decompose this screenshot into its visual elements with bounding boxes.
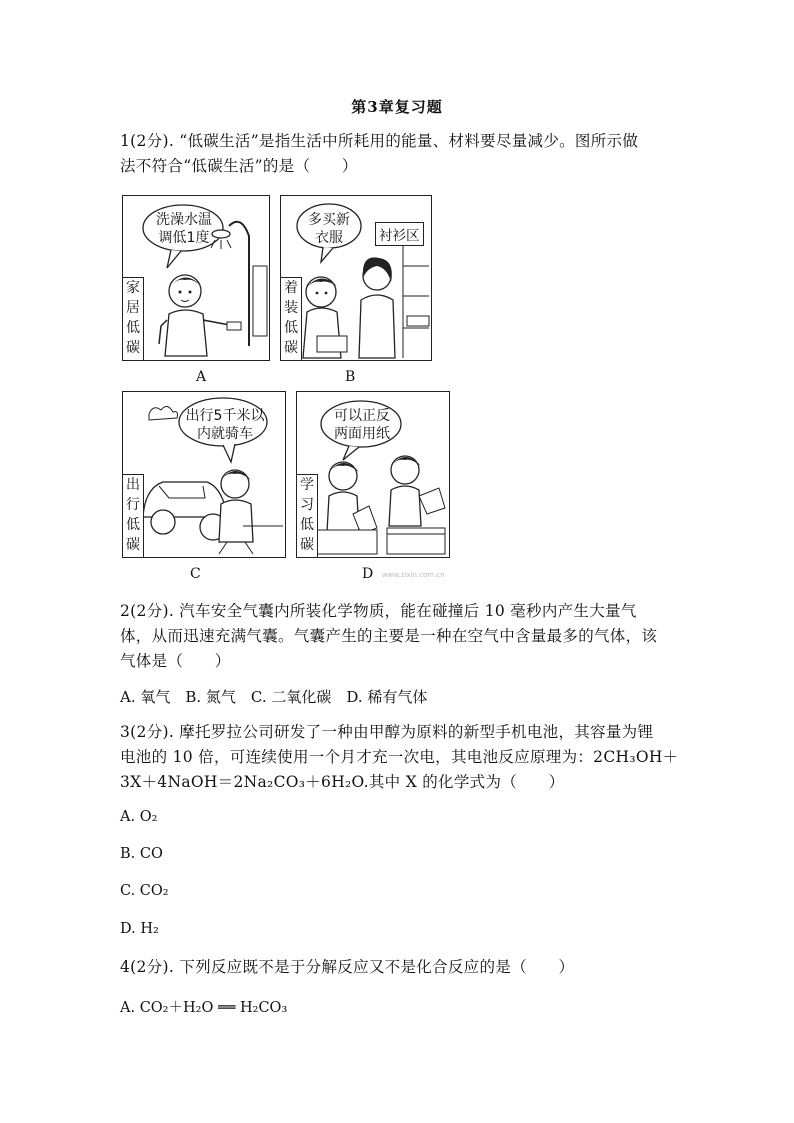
watermark: www.zixin.com.cn <box>382 571 445 579</box>
panel-a-home <box>122 195 270 361</box>
q3-option-d: D. H₂ <box>120 921 159 937</box>
q2-stem: 2(2分). 汽车安全气囊内所装化学物质，能在碰撞后 10 毫秒内产生大量气 体，从而迅速充满气囊。气囊产生的主要是一种在空气中含量最多的气体，该 气体是（ ） <box>120 602 658 670</box>
panel-b-caption: B <box>345 369 356 385</box>
q3-option-b: B. CO <box>120 846 163 862</box>
page-title: 第3章复习题 <box>351 98 443 116</box>
q3-stem: 3(2分). 摩托罗拉公司研发了一种由甲醇为原料的新型手机电池，其容量为锂 电池的 10 倍，可连续使用一个月才充一次电，其电池反应原理为：2CH₃OH＋ 3X＋4NaOH＝2Na₂CO₃＋6H₂O.其中 X 的化学式为（ ） <box>120 723 679 791</box>
panel-b-clothing <box>280 195 432 361</box>
panel-a-side-label: 家 居 低 碳 <box>123 277 144 360</box>
panel-d-study <box>296 391 450 558</box>
q3-option-a: A. O₂ <box>120 809 158 825</box>
panel-c-speech-bubble: 出行5千米以 内就骑车 <box>185 408 265 442</box>
q4-option-a: A. CO₂＋H₂O ══ H₂CO₃ <box>120 1000 288 1016</box>
q1-stem <box>120 129 680 179</box>
panel-d-side-label: 学 习 低 碳 <box>297 474 318 557</box>
panel-b-side-label: 着 装 低 碳 <box>281 277 302 360</box>
q1-figure <box>120 193 460 588</box>
panel-c-side-label: 出 行 低 碳 <box>123 474 144 557</box>
q1-stem-line2: 法不符合“低碳生活”的是（ ） <box>120 157 358 175</box>
panel-d-speech-bubble: 可以正反 两面用纸 <box>334 408 390 442</box>
q2-options: A. 氧气 B. 氮气 C. 二氧化碳 D. 稀有气体 <box>120 688 428 706</box>
panel-a-speech-bubble: 洗澡水温 调低1度 <box>156 212 212 246</box>
shirt-section-sign: 衬衫区 <box>375 222 424 246</box>
panel-a-caption: A <box>196 369 207 385</box>
q1-stem-line1: 1(2分). “低碳生活”是指生活中所耗用的能量、材料要尽量减少。图所示做 <box>120 132 639 150</box>
q4-stem: 4(2分). 下列反应既不是于分解反应又不是化合反应的是（ ） <box>120 958 575 976</box>
q3-option-c: C. CO₂ <box>120 883 169 899</box>
panel-b-speech-bubble: 多买新 衣服 <box>308 212 350 246</box>
panel-c-caption: C <box>190 566 201 582</box>
panel-d-caption: D <box>362 566 374 582</box>
panel-c-travel <box>122 391 286 558</box>
